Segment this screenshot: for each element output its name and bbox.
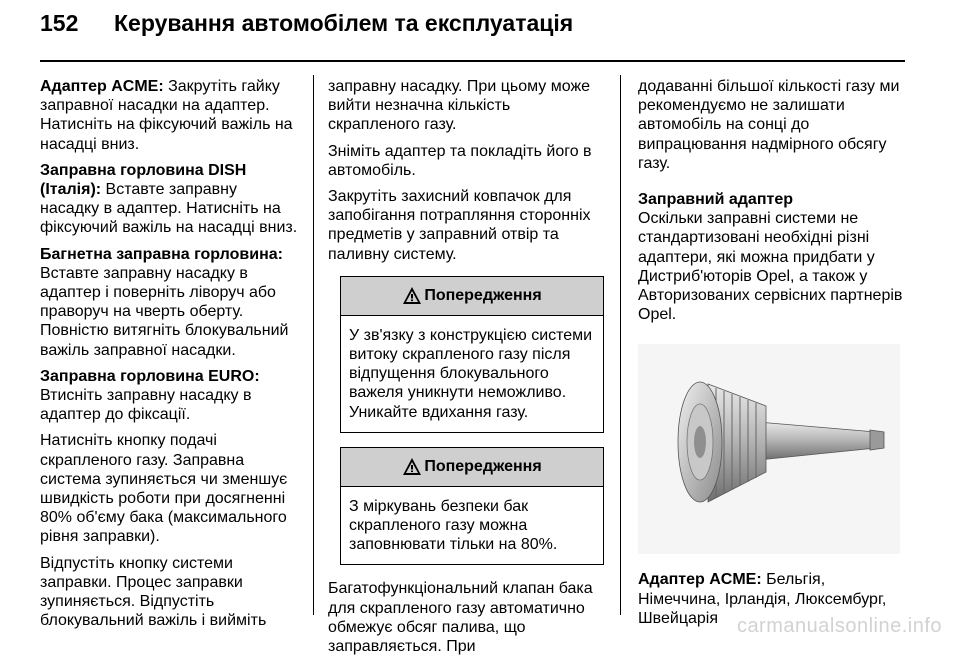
paragraph-multivalve: Багатофункціональний клапан бака для скрапленого газу автоматично обмежує обсяг палива, що заправляється. При (328, 580, 593, 656)
warning-title: Попередження (424, 287, 542, 305)
paragraph-press-button: Натисніть кнопку подачі скрапленого газу. Заправна система зупиняється чи зменшує швидкість роботи при досягненні 80% об'єму бака (максимального рівня заправки). (40, 432, 288, 546)
warning-text: У зв'язку з конструкцією системи витоку скрапленого газу після відпущення блокувального важеля уникнути неможливо. Уникайте вдихання газу. (349, 326, 593, 421)
warning-text: З міркувань безпеки бак скрапленого газу можна заповнювати тільки на 80%. (349, 497, 558, 554)
column-divider-2 (620, 75, 621, 615)
warning-triangle-icon (402, 286, 422, 305)
paragraph-euro-nozzle: Заправна горловина EURO: Втисніть заправну насадку в адаптер до фіксації. (40, 367, 260, 424)
paragraph-remove-adapter: Зніміть адаптер та покладіть його в автомобіль. (328, 142, 592, 179)
acme-adapter-image (638, 344, 900, 554)
paragraph-sun-warning: додаванні більшої кількості газу ми рекомендуємо не залишати автомобіль на сонці до випрацювання надмірного обсягу газу. (638, 78, 900, 172)
warning-box-1 (340, 276, 604, 433)
column-1 (40, 77, 300, 630)
paragraph-bayonet-nozzle: Багнетна заправна горловина: Вставте заправну насадку в адаптер і поверніть ліворуч або праворуч на чверть оберту. Повністю витягніть блокувальний важіль заправної насадки. (40, 245, 289, 359)
paragraph-adapters: Оскільки заправні системи не стандартизовані необхідні різні адаптери, які можна придбати у Дистриб'юторів Opel, а також у Авторизованих сервісних партнерів Opel. (638, 210, 903, 324)
column-divider-1 (313, 75, 314, 615)
paragraph-acme-adapter: Адаптер ACME: Закрутіть гайку заправної насадки на адаптер. Натисніть на фіксуючий важіль на насадці вниз. (40, 78, 293, 153)
header-rule (40, 60, 905, 62)
paragraph-remove-nozzle: заправну насадку. При цьому може вийти незначна кількість скрапленого газу. (328, 78, 591, 134)
image-caption: Адаптер ACME: Бельгія, Німеччина, Ірландія, Люксембург, Швейцарія (638, 571, 887, 627)
warning-title: Попередження (424, 458, 542, 476)
warning-header (341, 277, 603, 316)
column-3 (638, 77, 906, 628)
adapter-illustration (638, 344, 900, 554)
page-title: Керування автомобілем та експлуатація (114, 10, 574, 36)
column-2 (328, 77, 604, 656)
warning-triangle-icon (402, 457, 422, 476)
warning-header (341, 448, 603, 487)
paragraph-dish-nozzle: Заправна горловина DISH (Італія): Вставте заправну насадку в адаптер. Натисніть на фіксуючий важіль на насадці вниз. (40, 161, 298, 237)
paragraph-release-button: Відпустіть кнопку системи заправки. Процес заправки зупиняється. Відпустіть блокувальний важіль і вийміть (40, 554, 267, 630)
page-number: 152 (40, 10, 79, 36)
section-heading: Заправний адаптер (638, 191, 793, 209)
warning-box-2 (340, 447, 604, 566)
watermark: carmanualsonline.info (736, 615, 942, 637)
paragraph-cap: Закрутіть захисний ковпачок для запобігання потрапляння сторонніх предметів у заправний отвір та паливну систему. (328, 188, 591, 263)
